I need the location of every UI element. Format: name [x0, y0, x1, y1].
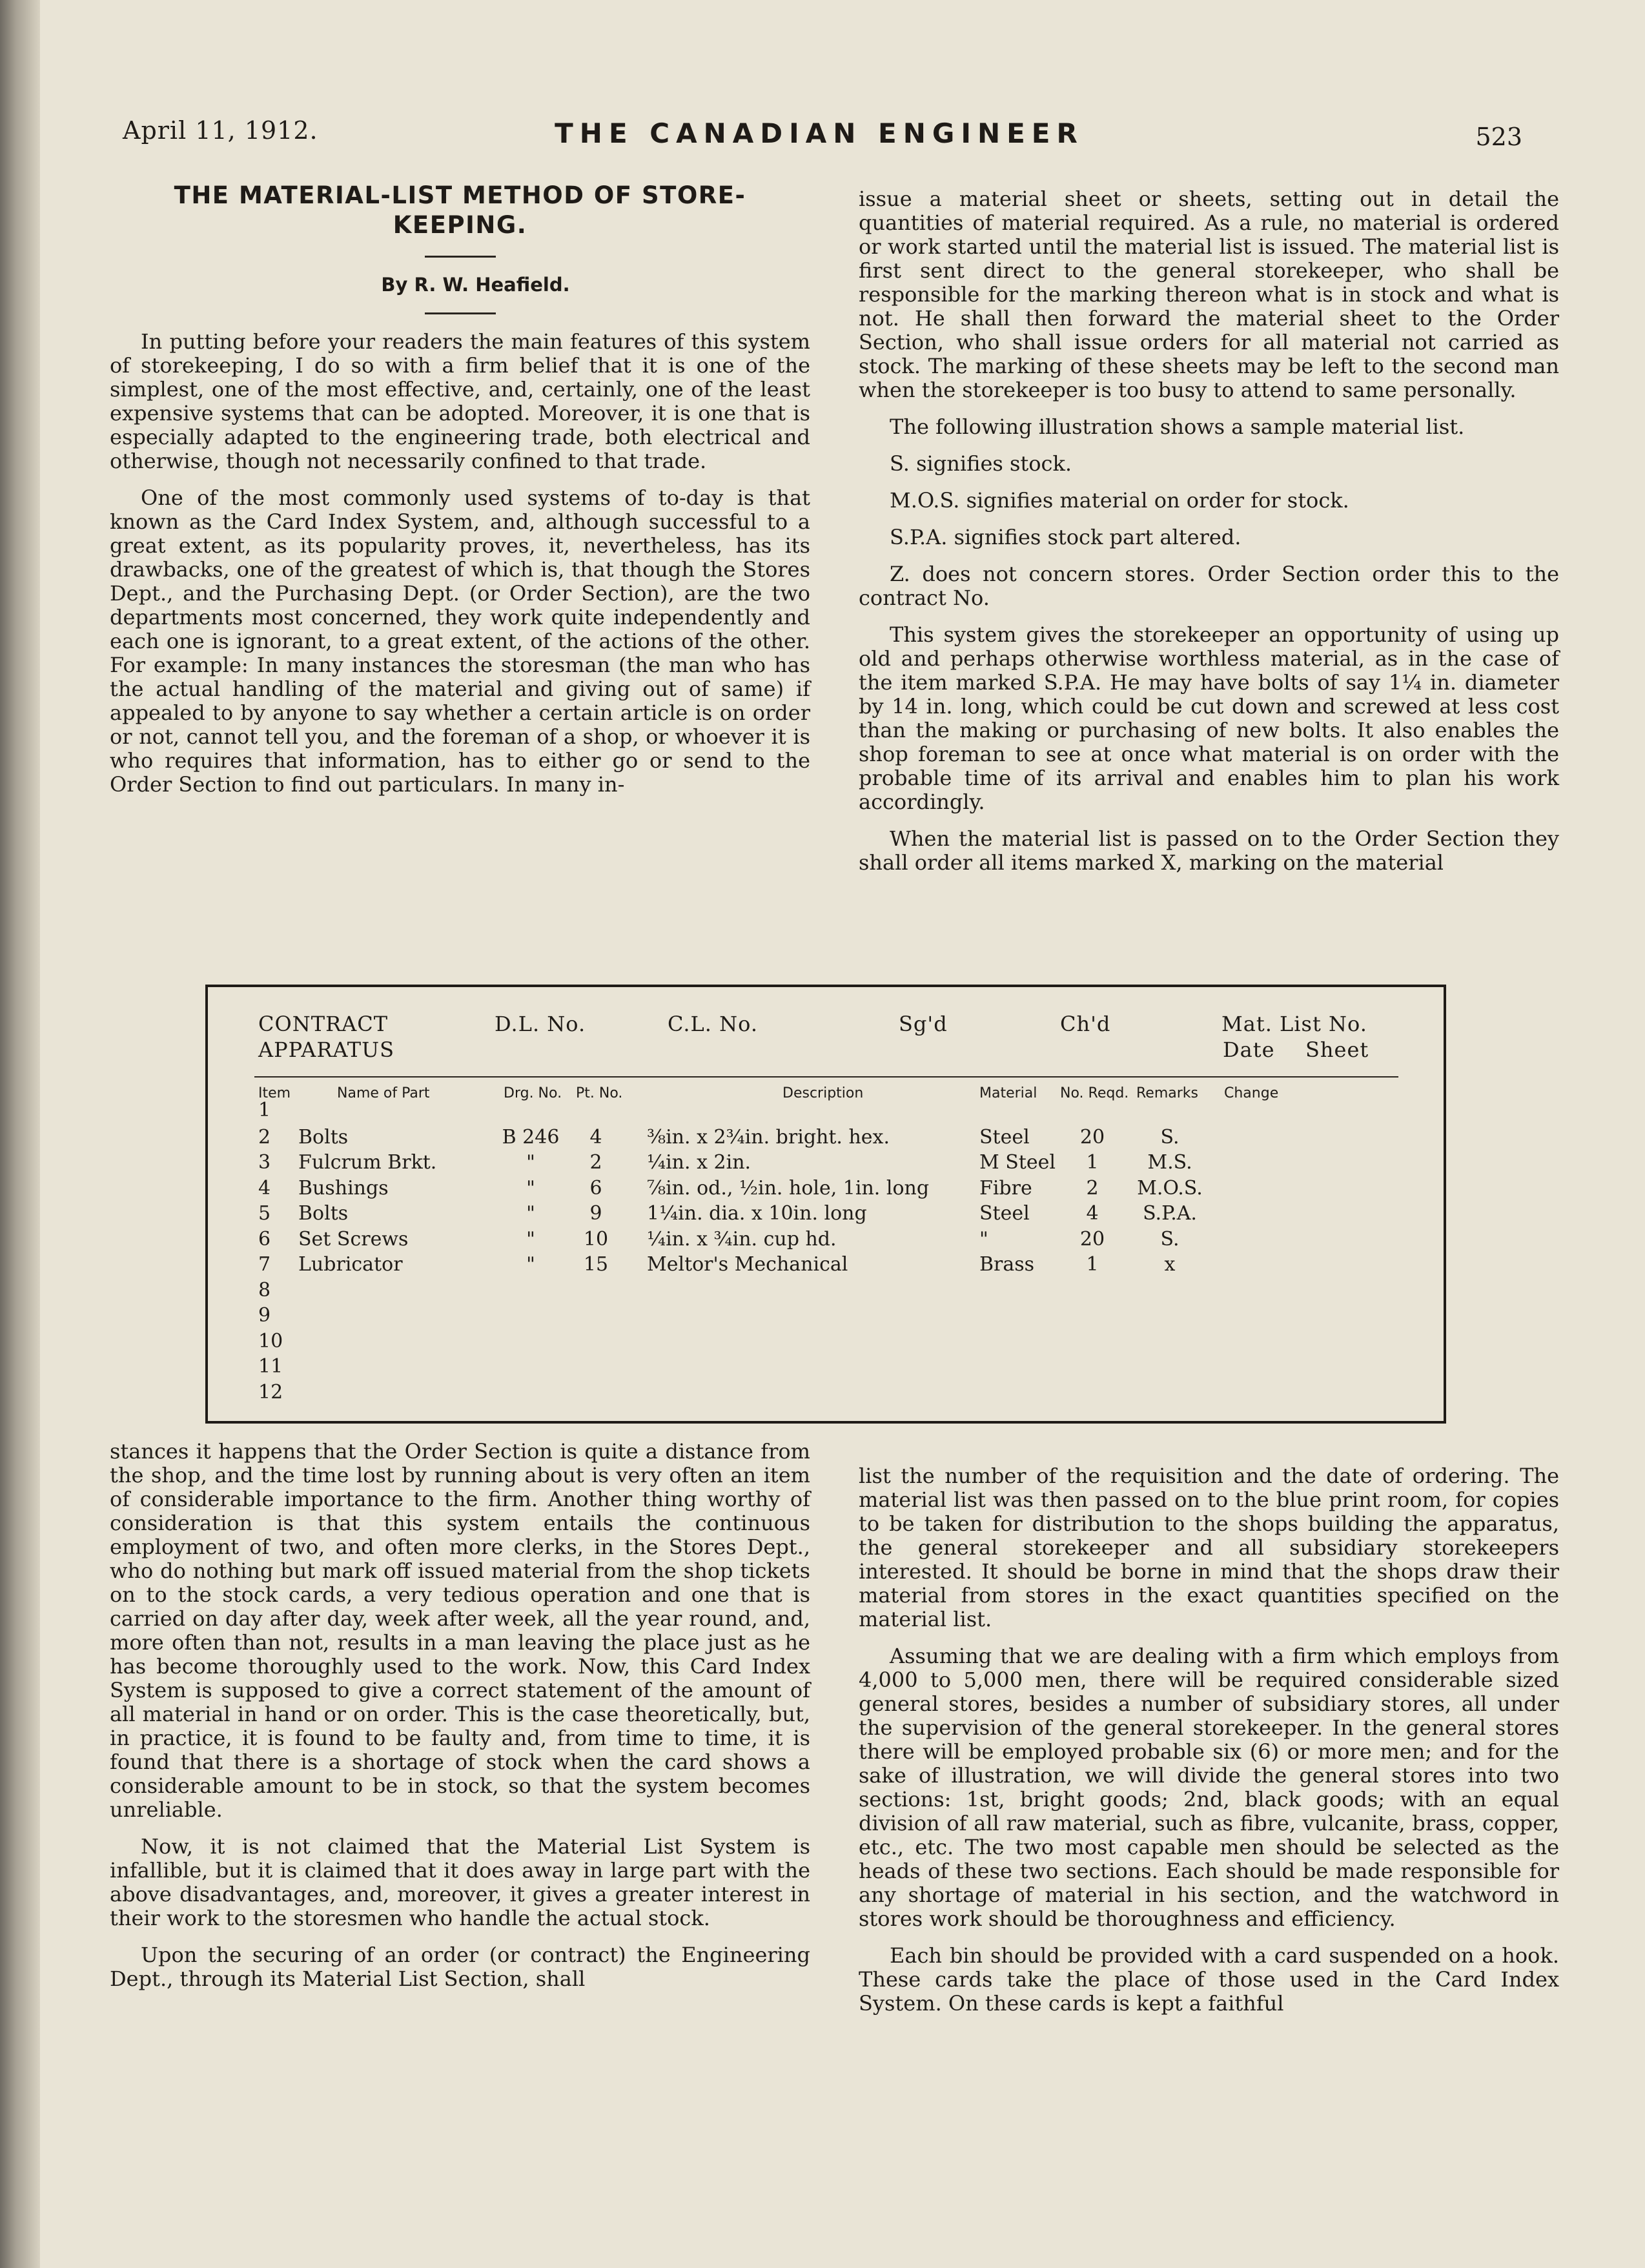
cell-item: 5 [258, 1202, 271, 1225]
article-title-line-1: THE MATERIAL-LIST METHOD OF STORE- [174, 181, 746, 209]
cell-pt-no: 6 [589, 1176, 602, 1200]
material-list-table [205, 985, 1446, 1424]
dl-no-label: D.L. No. [495, 1012, 586, 1036]
cell-item: 9 [258, 1304, 271, 1327]
byline: By R. W. Heafield. [381, 274, 570, 296]
paragraph: Now, it is not claimed that the Material List System is infallible, but it is claimed that it does away in large part with the above disadvantages, and, moreover, it gives a greater interest in their work to the storesmen who handle the actual stock. [110, 1834, 810, 1930]
cell-description: ⅞in. od., ½in. hole, 1in. long [647, 1176, 930, 1200]
article-title-line-2: KEEPING. [393, 211, 527, 239]
paragraph: This system gives the storekeeper an opportunity of using up old and perhaps otherwise worthless material, as in the case of the item marked S.P.A. He may have bolts of say 1¼ in. diameter by 14 in. long, which could be cut down and screwed at less cost than the making or purchasing of new bolts. It also enables the shop foreman to see at once what material is on order with the probable time of its arrival and enables him to plan his work accordingly. [859, 622, 1559, 814]
paragraph: list the number of the requisition and the date of ordering. The material list was then passed on to the blue print room, for copies to be taken for distribution to the shops building the apparatus, the general storekeeper and all subsidiary storekeepers interested. It should be borne in mind that the shops draw their material from stores in the exact quantities specified on the material list. [859, 1464, 1559, 1631]
cell-drg-no: " [526, 1227, 535, 1251]
right-column-top [859, 187, 1559, 888]
mat-list-no-label: Mat. List No. [1221, 1012, 1367, 1036]
issue-date: April 11, 1912. [123, 116, 318, 145]
paragraph: Each bin should be provided with a card suspended on a hook. These cards take the place of those used in the Card Index System. On these cards is kept a faithful [859, 1943, 1559, 2016]
right-column-bottom [859, 1464, 1559, 2028]
cell-material: Fibre [979, 1176, 1032, 1200]
cell-drg-no: " [526, 1253, 535, 1276]
sheet-label: Sheet [1305, 1037, 1369, 1062]
cell-item: 7 [258, 1253, 271, 1276]
cell-remarks: M.S. [1147, 1151, 1192, 1174]
page-number: 523 [1475, 123, 1522, 151]
cell-part-name: Bushings [298, 1176, 389, 1200]
list-line: S.P.A. signifies stock part altered. [890, 525, 1241, 549]
paragraph: When the material list is passed on to the Order Section they shall order all items marked X, marking on the material [859, 826, 1559, 875]
cell-material: M Steel [979, 1151, 1056, 1174]
apparatus-label: APPARATUS [258, 1037, 395, 1062]
cell-drg-no: " [526, 1151, 535, 1174]
column-header-material: Material [979, 1085, 1037, 1101]
cell-material: " [979, 1227, 988, 1251]
cell-part-name: Set Screws [298, 1227, 409, 1251]
contract-label: CONTRACT [258, 1012, 389, 1036]
cell-pt-no: 4 [589, 1125, 602, 1149]
cell-description: ¼in. x 2in. [647, 1151, 751, 1174]
column-header-drg-no: Drg. No. [504, 1085, 562, 1101]
cell-no-reqd: 4 [1086, 1202, 1099, 1225]
left-column-top [110, 181, 810, 810]
cell-no-reqd: 20 [1079, 1227, 1105, 1251]
cell-pt-no: 15 [583, 1253, 609, 1276]
journal-title: THE CANADIAN ENGINEER [555, 117, 1084, 149]
signed-label: Sg'd [899, 1012, 948, 1036]
column-header-name: Name of Part [337, 1085, 430, 1101]
cell-item: 8 [258, 1278, 271, 1302]
list-line: Z. does not concern stores. Order Section order this to the contract No. [859, 562, 1559, 610]
list-line: M.O.S. signifies material on order for stock. [890, 488, 1349, 513]
cell-item: 2 [258, 1125, 271, 1149]
cell-description: ⅜in. x 2¾in. bright. hex. [647, 1125, 890, 1149]
column-header-remarks: Remarks [1136, 1085, 1198, 1101]
cell-no-reqd: 20 [1079, 1125, 1105, 1149]
cell-item: 3 [258, 1151, 271, 1174]
cell-no-reqd: 1 [1086, 1151, 1099, 1174]
list-line: S. signifies stock. [890, 451, 1072, 476]
cell-remarks: S. [1160, 1125, 1180, 1149]
column-header-pt-no: Pt. No. [576, 1085, 623, 1101]
byline-rule [425, 312, 496, 314]
cell-material: Steel [979, 1125, 1030, 1149]
paragraph: stances it happens that the Order Section is quite a distance from the shop, and the time lost by running about is very often an item of considerable importance to the firm. Another thing worthy of consideration is that this system entails the continuous employment of two, and often more clerks, in the Stores Dept., who do nothing but mark off issued material from the shop tickets on to the stock cards, a very tedious operation and one that is carried on day after day, week after week, all the year round, and, more often than not, results in a man leaving the place just as he has become thoroughly used to the work. Now, this Card Index System is supposed to give a correct statement of the amount of all material in hand or on order. This is the case theoretically, but, in practice, it is found to be faulty and, from time to time, it is found that there is a shortage of stock when the card shows a considerable amount to be in stock, so that the system becomes unreliable. [110, 1439, 810, 1822]
cl-no-label: C.L. No. [668, 1012, 758, 1036]
cell-pt-no: 9 [589, 1202, 602, 1225]
title-rule [425, 256, 496, 258]
checked-label: Ch'd [1060, 1012, 1111, 1036]
cell-item: 12 [258, 1380, 283, 1404]
cell-item: 10 [258, 1329, 283, 1353]
cell-drg-no: B 246 [502, 1125, 560, 1149]
cell-pt-no: 2 [589, 1151, 602, 1174]
cell-remarks: S.P.A. [1143, 1202, 1197, 1225]
column-header-item: Item [258, 1085, 291, 1101]
cell-item: 11 [258, 1355, 283, 1378]
cell-item: 1 [258, 1099, 271, 1121]
table-header-rule [254, 1076, 1398, 1078]
cell-part-name: Lubricator [298, 1253, 403, 1276]
paragraph: Upon the securing of an order (or contract) the Engineering Dept., through its Material List Section, shall [110, 1943, 810, 1991]
paragraph: One of the most commonly used systems of to-day is that known as the Card Index System, and, although successful to a great extent, as its popularity proves, it, nevertheless, has its drawbacks, one of the greatest of which is, that though the Stores Dept., and the Purchasing Dept. (or Order Section), are the two departments most concerned, they work quite independently and each one is ignorant, to a great extent, of the actions of the other. For example: In many instances the storesman (the man who has the actual handling of the material and giving out of same) if appealed to by anyone to say whether a certain article is on order or not, cannot tell you, and the foreman of a shop, or whoever it is who requires that information, has to either go or send to the Order Section to find out particulars. In many in- [110, 485, 810, 797]
paragraph: Assuming that we are dealing with a firm which employs from 4,000 to 5,000 men, there will be required considerable sized general stores, besides a number of subsidiary stores, all under the supervision of the general storekeeper. In the general stores there will be employed probable six (6) or more men; and for the sake of illustration, we will divide the general stores into two sections: 1st, bright goods; 2nd, black goods; with an equal division of all raw material, such as fibre, vulcanite, brass, copper, etc., etc. The two most capable men should be selected as the heads of these two sections. Each should be made responsible for any shortage of material in his section, and the watchword in stores work should be thoroughness and efficiency. [859, 1644, 1559, 1931]
cell-pt-no: 10 [583, 1227, 609, 1251]
cell-part-name: Bolts [298, 1125, 349, 1149]
cell-no-reqd: 1 [1086, 1253, 1099, 1276]
cell-material: Brass [979, 1253, 1035, 1276]
date-label: Date [1223, 1037, 1275, 1062]
column-header-no-reqd: No. Reqd. [1060, 1085, 1129, 1101]
cell-item: 4 [258, 1176, 271, 1200]
cell-material: Steel [979, 1202, 1030, 1225]
cell-drg-no: " [526, 1176, 535, 1200]
cell-part-name: Fulcrum Brkt. [298, 1151, 437, 1174]
column-header-description: Description [782, 1085, 864, 1101]
paragraph: In putting before your readers the main features of this system of storekeeping, I do so with a firm belief that it is one of the simplest, one of the most effective, and, certainly, one of the least expensive systems that can be adopted. Moreover, it is one that is especially adapted to the engineering trade, both electrical and otherwise, though not necessarily confined to that trade. [110, 329, 810, 473]
article-title [110, 181, 810, 240]
running-head [116, 108, 1522, 154]
cell-description: ¼in. x ¾in. cup hd. [647, 1227, 837, 1251]
cell-part-name: Bolts [298, 1202, 349, 1225]
cell-remarks: S. [1160, 1227, 1180, 1251]
cell-description: Meltor's Mechanical [647, 1253, 848, 1276]
cell-no-reqd: 2 [1086, 1176, 1099, 1200]
list-line: The following illustration shows a sample material list. [890, 414, 1465, 439]
cell-drg-no: " [526, 1202, 535, 1225]
cell-remarks: x [1164, 1253, 1176, 1276]
cell-remarks: M.O.S. [1137, 1176, 1203, 1200]
paragraph: issue a material sheet or sheets, setting out in detail the quantities of material required. As a rule, no material is ordered or work started until the material list is issued. The material list is first sent direct to the general storekeeper, who shall be responsible for the marking thereon what is in stock and what is not. He shall then forward the material sheet to the Order Section, who shall issue orders for all material not carried as stock. The marking of these sheets may be left to the second man when the storekeeper is too busy to attend to same personally. [859, 187, 1559, 402]
cell-description: 1¼in. dia. x 10in. long [647, 1202, 867, 1225]
cell-item: 6 [258, 1227, 271, 1251]
left-column-bottom [110, 1440, 810, 2004]
column-header-change: Change [1224, 1085, 1279, 1101]
